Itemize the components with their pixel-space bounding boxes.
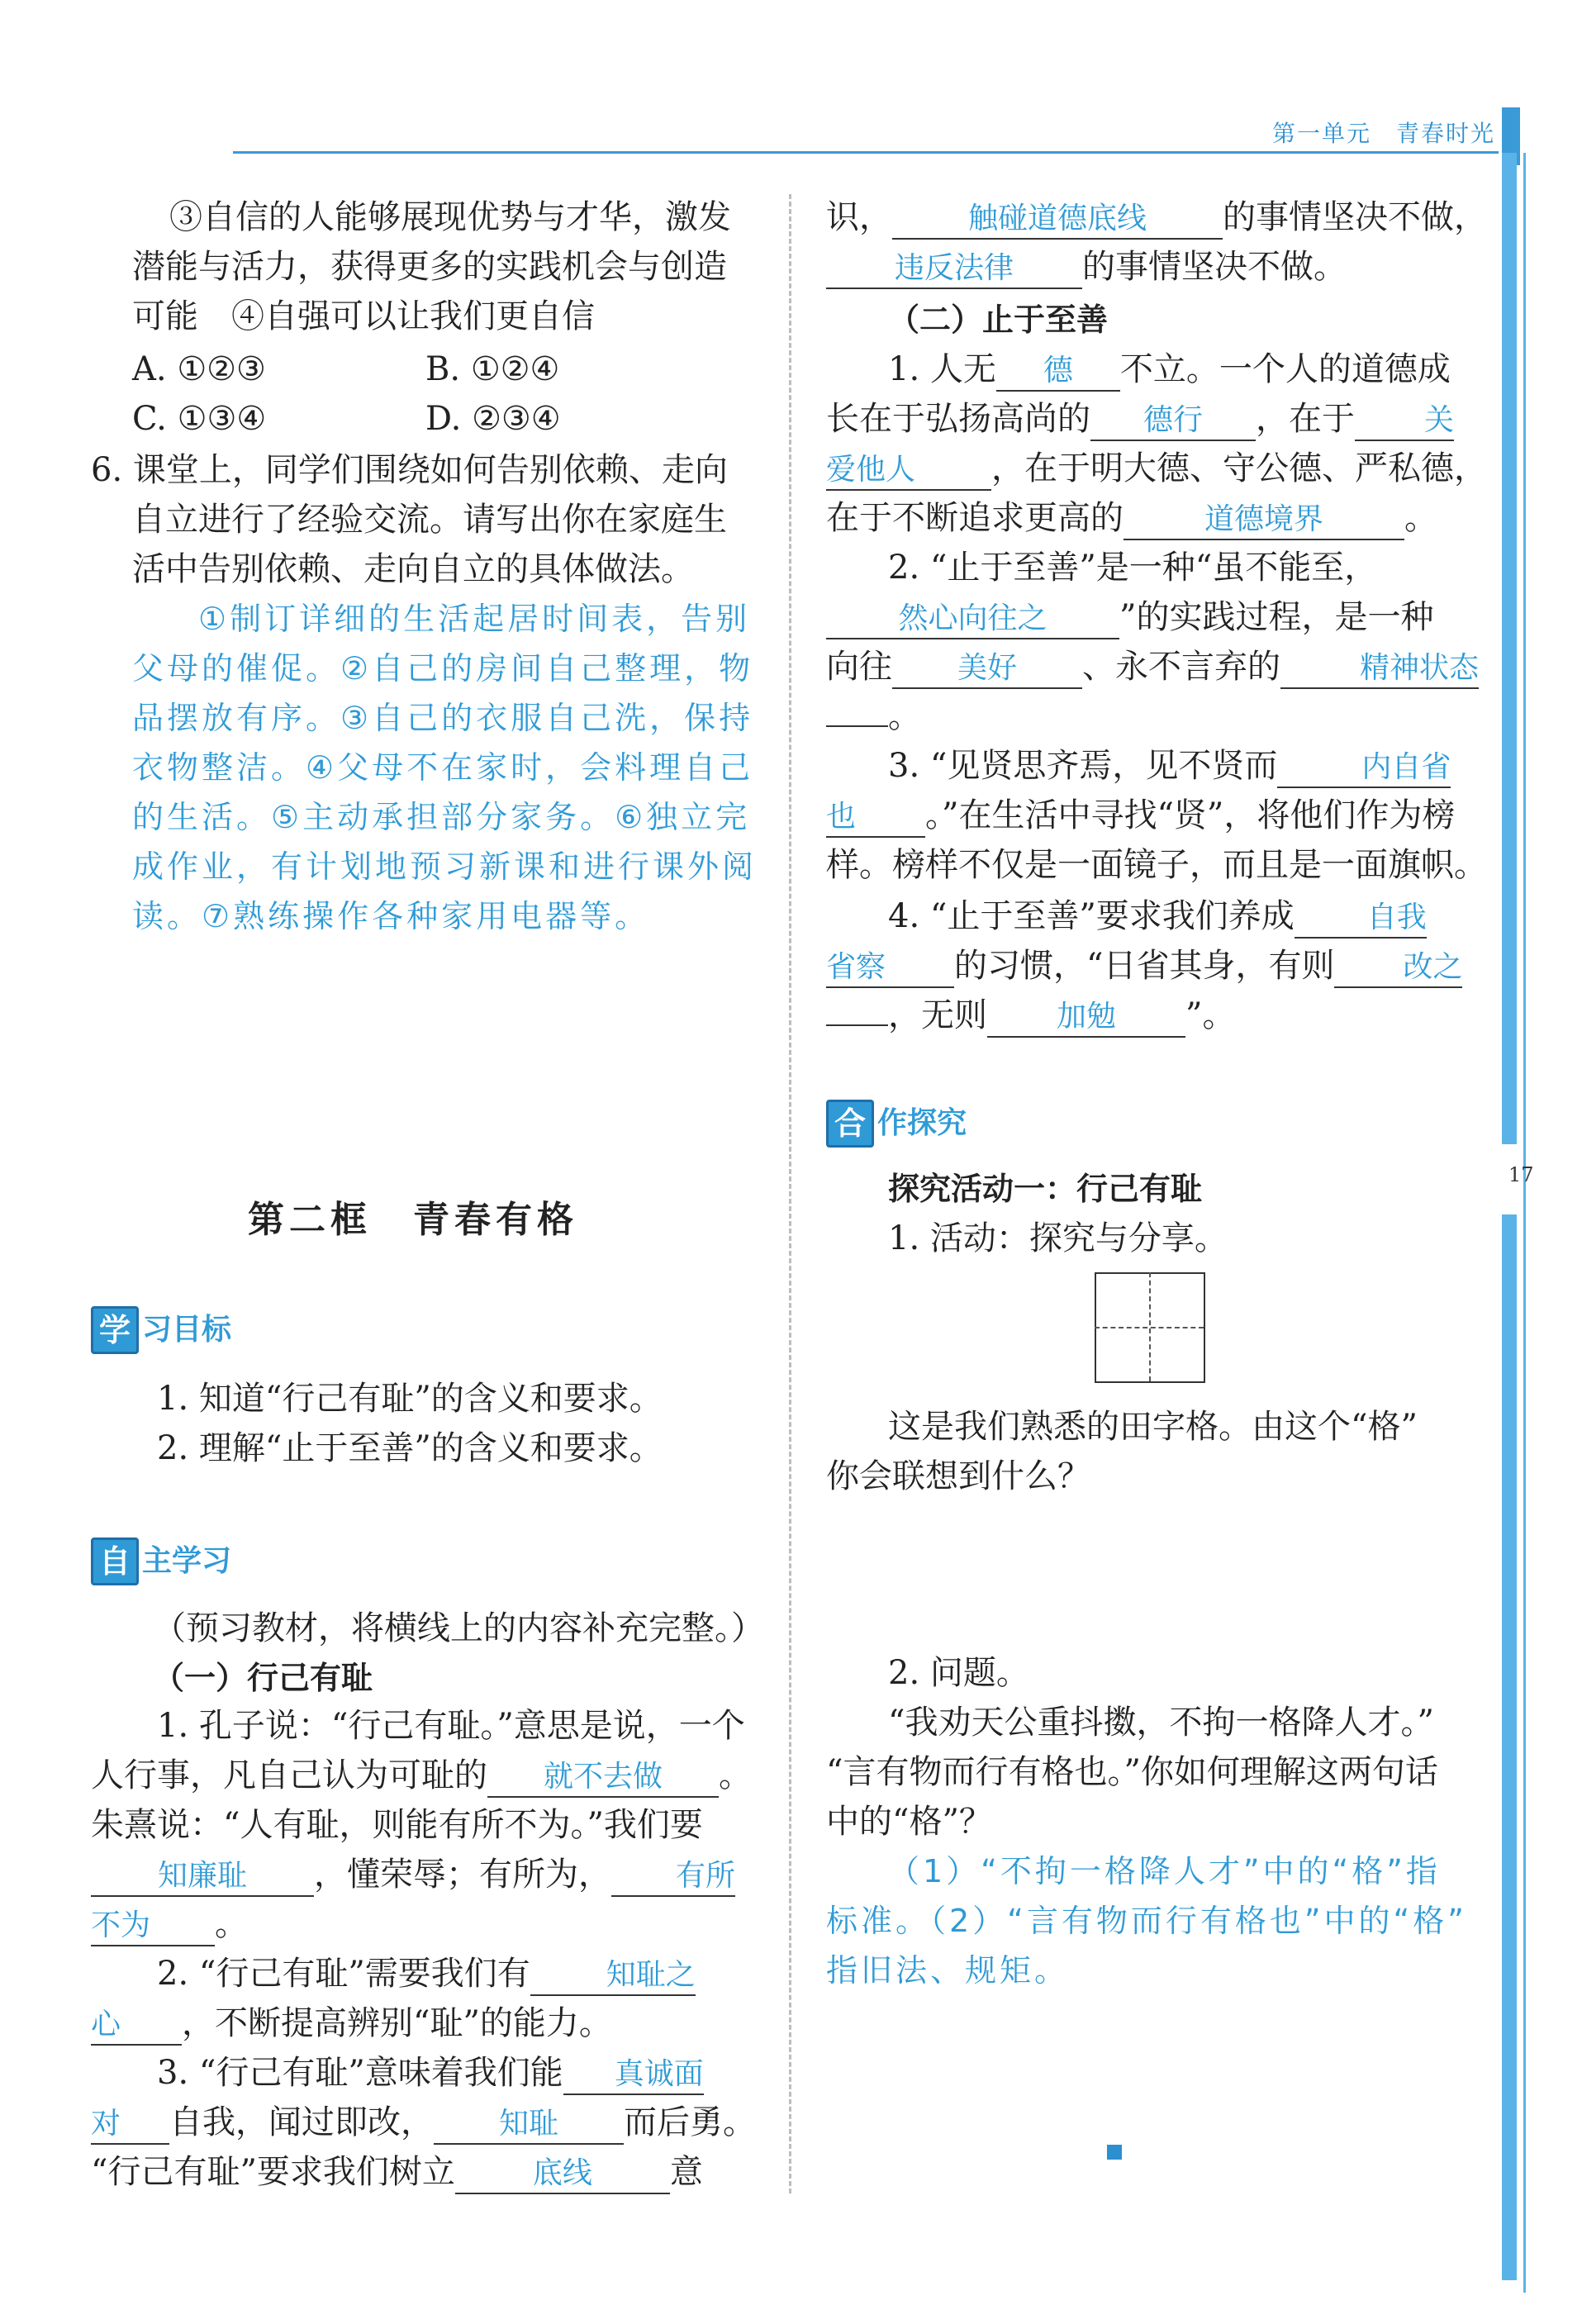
- s2-line-2-text: ”的实践过程，是一种: [1119, 598, 1434, 636]
- answer-line-2: 标准。（2）“言有物而行有格也”中的“格”: [826, 1903, 1467, 1939]
- s3-line-3: 样。榜样不仅是一面镜子，而且是一面旗帜。: [826, 846, 1487, 884]
- s2-line-3-text: 向往: [826, 648, 892, 686]
- learning-goals-heading: [91, 1305, 231, 1354]
- p1-line-5-end: 。: [215, 1905, 248, 1943]
- self-study-label: 主学习: [142, 1544, 232, 1578]
- blank-s4-b-cont: [826, 1024, 888, 1026]
- blank-s2-c: 精神状态: [1280, 649, 1479, 689]
- instruction: （预习教材，将横线上的内容补充完整。）: [153, 1609, 764, 1647]
- subsection-2-title: （二）止于至善: [888, 302, 1109, 338]
- p3-line-1: [157, 2051, 704, 2095]
- s3-line-1: [888, 744, 1451, 788]
- learning-goals-label: 习目标: [142, 1313, 232, 1347]
- blank-s2-c-cont: [826, 725, 888, 727]
- section-title: 第二框 青春有格: [248, 1199, 578, 1241]
- activity-title: 探究活动一：行己有耻: [888, 1171, 1203, 1207]
- p1-line-5: [91, 1902, 248, 1946]
- p3-line-3-end: 意: [669, 2153, 703, 2191]
- p1-line-2: [91, 1753, 752, 1798]
- r-line-2: [826, 245, 1347, 289]
- blank-s4-b: 改之: [1334, 948, 1462, 988]
- s1-line-2: [826, 397, 1454, 441]
- blank-s1-b: 德行: [1090, 402, 1256, 441]
- blank-p1-a: 就不去做: [487, 1758, 719, 1798]
- p2-line-2: [91, 2001, 612, 2046]
- blank-p3-b: 知耻: [434, 2105, 624, 2145]
- s4-line-2: [826, 943, 1462, 988]
- p3-line-3: [91, 2150, 703, 2194]
- s1-line-1-end: 不立。一个人的道德成: [1119, 350, 1451, 388]
- s4-line-1-text: 4. “止于至善”要求我们养成: [888, 897, 1295, 935]
- bottom-marker: [1107, 2145, 1122, 2160]
- s3-line-2: [826, 793, 1455, 838]
- r-line-1-end: 的事情坚决不做，: [1223, 198, 1487, 236]
- blank-s3-cont: 也: [826, 798, 925, 838]
- p1-line-1: 1. 孔子说：“行己有耻。”意思是说，一个: [157, 1707, 745, 1745]
- self-study-badge: 自: [91, 1537, 139, 1585]
- blank-s4-a: 自我: [1295, 899, 1427, 939]
- r-line-1: [826, 195, 1487, 240]
- option-b: B. ①②④: [425, 350, 560, 388]
- p2-line-1-text: 2. “行己有耻”需要我们有: [157, 1955, 530, 1993]
- left-line-3: 可能 ④自强可以让我们更自信: [132, 297, 595, 335]
- blank-p2: 知耻之: [530, 1956, 696, 1996]
- blank-s3: 内自省: [1277, 749, 1451, 788]
- header-rule: [233, 151, 1499, 154]
- quote-1: “我劝天公重抖擞，不拘一格降人才。”: [888, 1704, 1434, 1742]
- blank-s1-a: 德: [996, 352, 1120, 392]
- option-c: C. ①③④: [132, 400, 267, 438]
- option-a: A. ①②③: [132, 350, 266, 388]
- question-2: 2. 问题。: [888, 1654, 1029, 1692]
- s2-line-4: [826, 694, 921, 739]
- question-6-line-2: 自立进行了经验交流。请写出你在家庭生: [132, 501, 727, 539]
- p2-line-2-text: ，不断提高辨别“耻”的能力。: [182, 2004, 612, 2042]
- blank-p1-c-cont: 不为: [91, 1907, 215, 1946]
- s1-line-1: [888, 347, 1451, 392]
- blank-p1-c: 有所: [611, 1857, 735, 1897]
- goal-1: 1. 知道“行己有耻”的含义和要求。: [157, 1380, 663, 1418]
- blank-r2: 违反法律: [826, 250, 1082, 289]
- s2-line-3-mid: 、永不言弃的: [1082, 648, 1280, 686]
- answer-line-1: （1）“不拘一格降人才”中的“格”指: [888, 1853, 1441, 1889]
- answer-6-line-1: ①制订详细的生活起居时间表，告别: [198, 601, 751, 637]
- blank-p3-c: 底线: [455, 2155, 670, 2194]
- answer-6-line-5: 的生活。⑤主动承担部分家务。⑥独立完: [132, 799, 751, 835]
- subsection-1-title: （一）行己有耻: [153, 1660, 373, 1696]
- s1-line-2-text: 长在于弘扬高尚的: [826, 400, 1090, 438]
- cooperation-heading: [826, 1099, 967, 1148]
- s2-line-3: [826, 644, 1479, 689]
- r-line-2-text: 的事情坚决不做。: [1082, 248, 1347, 286]
- blank-s1-c-cont: 爱他人: [826, 451, 991, 491]
- s4-line-3-text: ，无则: [888, 996, 987, 1034]
- s1-line-1-text: 1. 人无: [888, 350, 996, 388]
- tianzige-vertical-guide: [1149, 1272, 1151, 1381]
- side-bar-bottom: [1502, 1214, 1517, 2280]
- blank-p3-a-cont: 对: [91, 2105, 169, 2145]
- s3-line-2-text: 。”在生活中寻找“贤”，将他们作为榜: [925, 796, 1456, 834]
- p3-line-3-text: “行己有耻”要求我们树立: [91, 2153, 455, 2191]
- answer-6-line-6: 成作业，有计划地预习新课和进行课外阅: [132, 848, 758, 885]
- p3-line-2-text: 自我，闻过即改，: [169, 2103, 434, 2141]
- p3-line-2-end: 而后勇。: [624, 2103, 756, 2141]
- s1-line-4-text: 在于不断追求更高的: [826, 499, 1124, 537]
- side-bar-top: [1502, 153, 1517, 1144]
- blank-s2-a: 然心向往之: [826, 600, 1119, 639]
- answer-line-3: 指旧法、规矩。: [826, 1952, 1070, 1989]
- s1-line-3: [826, 446, 1487, 491]
- cooperation-badge: 合: [826, 1100, 874, 1148]
- side-line: [1523, 153, 1526, 2293]
- quote-2: “言有物而行有格也。”你如何理解这两句话: [826, 1753, 1438, 1791]
- blank-p3-a: 真诚面: [563, 2055, 704, 2095]
- p1-line-4: [91, 1852, 735, 1897]
- cooperation-label: 作探究: [877, 1106, 967, 1140]
- quote-3: 中的“格”？: [826, 1803, 992, 1841]
- s1-line-3-text: ，在于明大德、守公德、严私德，: [991, 449, 1487, 487]
- s2-line-4-end: 。: [888, 697, 921, 735]
- s3-line-1-text: 3. “见贤思齐焉，见不贤而: [888, 747, 1278, 785]
- unit-header: 第一单元 青春时光: [1272, 120, 1496, 147]
- goal-2: 2. 理解“止于至善”的含义和要求。: [157, 1429, 663, 1467]
- option-d: D. ②③④: [425, 400, 561, 438]
- s4-line-1: [888, 894, 1427, 939]
- s4-line-3-end: ”。: [1185, 996, 1236, 1034]
- p1-line-2-text: 人行事，凡自己认为可耻的: [91, 1756, 487, 1794]
- p3-line-1-text: 3. “行己有耻”意味着我们能: [157, 2054, 563, 2092]
- self-study-heading: [91, 1537, 231, 1585]
- grid-question-2: 你会联想到什么？: [826, 1457, 1090, 1495]
- s1-line-4-end: 。: [1404, 499, 1437, 537]
- question-6-line-3: 活中告别依赖、走向自立的具体做法。: [132, 550, 694, 588]
- s4-line-2-text: 的习惯，“日省其身，有则: [954, 947, 1335, 985]
- answer-6-line-7: 读。⑦熟练操作各种家用电器等。: [132, 898, 650, 934]
- page-number: 17: [1508, 1163, 1534, 1186]
- grid-question-1: 这是我们熟悉的田字格。由这个“格”: [888, 1408, 1418, 1446]
- s4-line-3: [826, 993, 1235, 1038]
- p2-line-1: [157, 1951, 696, 1996]
- blank-s1-c: 关: [1355, 402, 1454, 441]
- p1-line-2-end: 。: [719, 1756, 752, 1794]
- blank-p1-b: 知廉耻: [91, 1857, 314, 1897]
- learning-goals-badge: 学: [91, 1306, 139, 1354]
- r-line-1-text: 识，: [826, 198, 892, 236]
- activity-1: 1. 活动：探究与分享。: [888, 1219, 1228, 1257]
- left-line-1: ③自信的人能够展现优势与才华，激发: [169, 198, 731, 236]
- p1-line-4-text: ，懂荣辱；有所为，: [314, 1856, 611, 1894]
- answer-6-line-3: 品摆放有序。③自己的衣服自己洗，保持: [132, 700, 754, 736]
- p3-line-2: [91, 2100, 756, 2145]
- column-divider: [789, 194, 791, 2193]
- blank-p2-cont: 心: [91, 2006, 182, 2046]
- s1-line-2-mid: ，在于: [1256, 400, 1355, 438]
- blank-s1-d: 道德境界: [1124, 501, 1404, 540]
- blank-s2-b: 美好: [892, 649, 1082, 689]
- s2-line-2: [826, 595, 1433, 639]
- p1-line-3: 朱熹说：“人有耻，则能有所不为。”我们要: [91, 1806, 703, 1844]
- answer-6-line-4: 衣物整洁。④父母不在家时，会料理自己: [132, 749, 754, 786]
- blank-s4-a-cont: 省察: [826, 948, 954, 988]
- s2-line-1: 2. “止于至善”是一种“虽不能至，: [888, 549, 1378, 587]
- s1-line-4: [826, 496, 1437, 540]
- blank-s4-c: 加勉: [987, 998, 1185, 1038]
- question-6-line-1: 6. 课堂上，同学们围绕如何告别依赖、走向: [91, 451, 728, 489]
- answer-6-line-2: 父母的催促。②自己的房间自己整理，物: [132, 650, 754, 687]
- blank-r1: 触碰道德底线: [892, 200, 1223, 240]
- left-line-2: 潜能与活力，获得更多的实践机会与创造: [132, 248, 727, 286]
